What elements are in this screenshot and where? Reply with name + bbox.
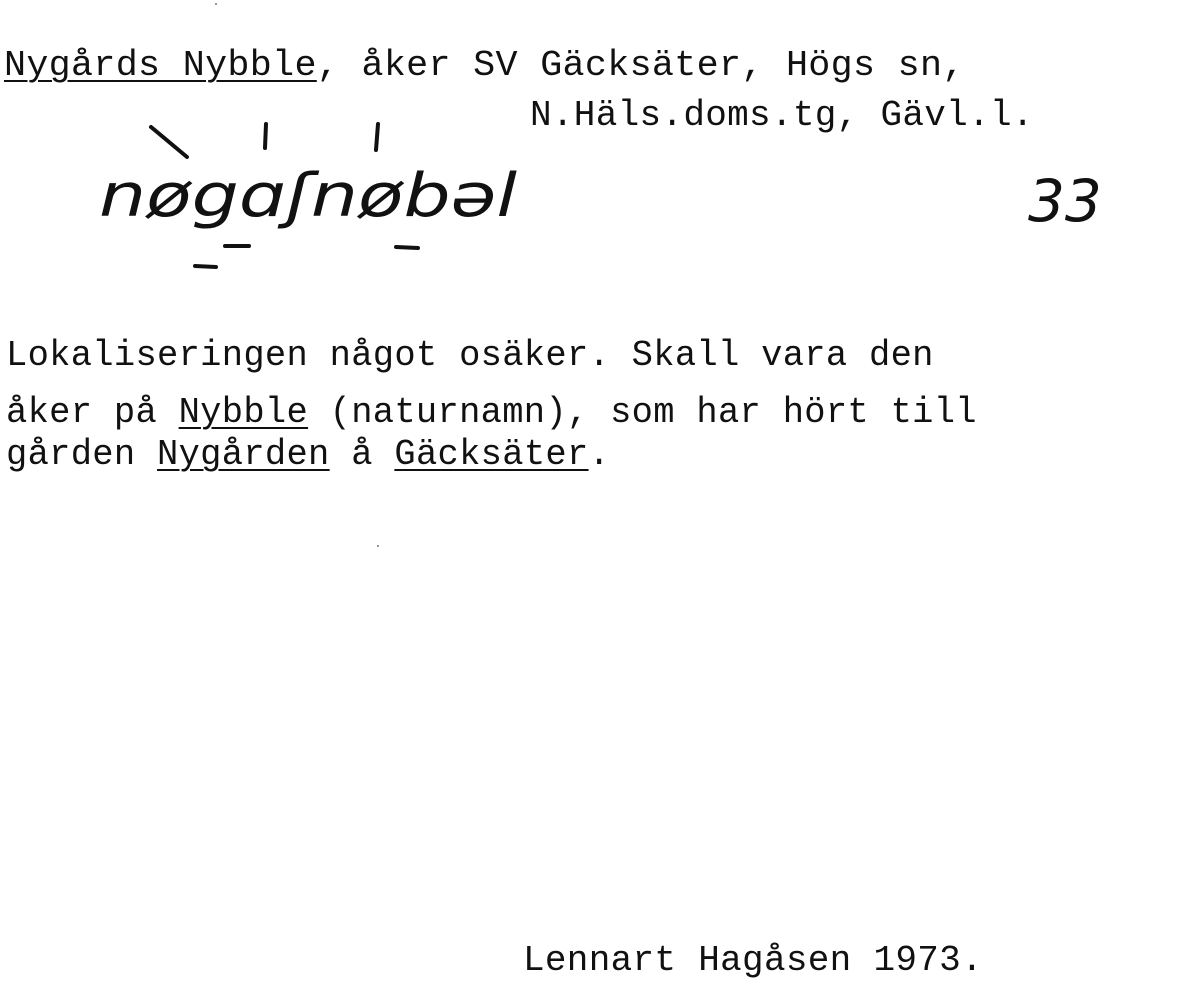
- stress-mark-2: [376, 124, 378, 150]
- speck: [377, 545, 379, 547]
- stress-mark-grave: [151, 127, 187, 157]
- heading-line-1: [4, 45, 965, 86]
- phonetic-text: nøgɑʃnøbəl: [99, 161, 518, 231]
- heading-line-2: N.Häls.doms.tg, Gävl.l.: [530, 95, 1034, 136]
- stress-mark-1: [265, 124, 266, 148]
- phonetic-transcription: [85, 110, 545, 290]
- stress-marks: [151, 124, 378, 157]
- heading-description: , åker SV Gäcksäter, Högs sn,: [316, 45, 965, 86]
- place-name: Nygårds Nybble: [4, 45, 317, 86]
- name-gacksater: Gäcksäter: [394, 434, 589, 475]
- length-marks: [195, 246, 418, 267]
- note-line-3: gården Nygården å Gäcksäter.: [6, 434, 611, 475]
- name-nybble: Nybble: [178, 392, 309, 433]
- note-line-2: åker på Nybble (naturnamn), som har hört till: [6, 392, 977, 433]
- note-line-1: Lokaliseringen något osäker. Skall vara den: [6, 335, 934, 376]
- card-number: 33: [1028, 167, 1102, 235]
- speck: [215, 3, 217, 5]
- signature: Lennart Hagåsen 1973.: [523, 940, 983, 981]
- name-nygarden: Nygården: [157, 434, 330, 475]
